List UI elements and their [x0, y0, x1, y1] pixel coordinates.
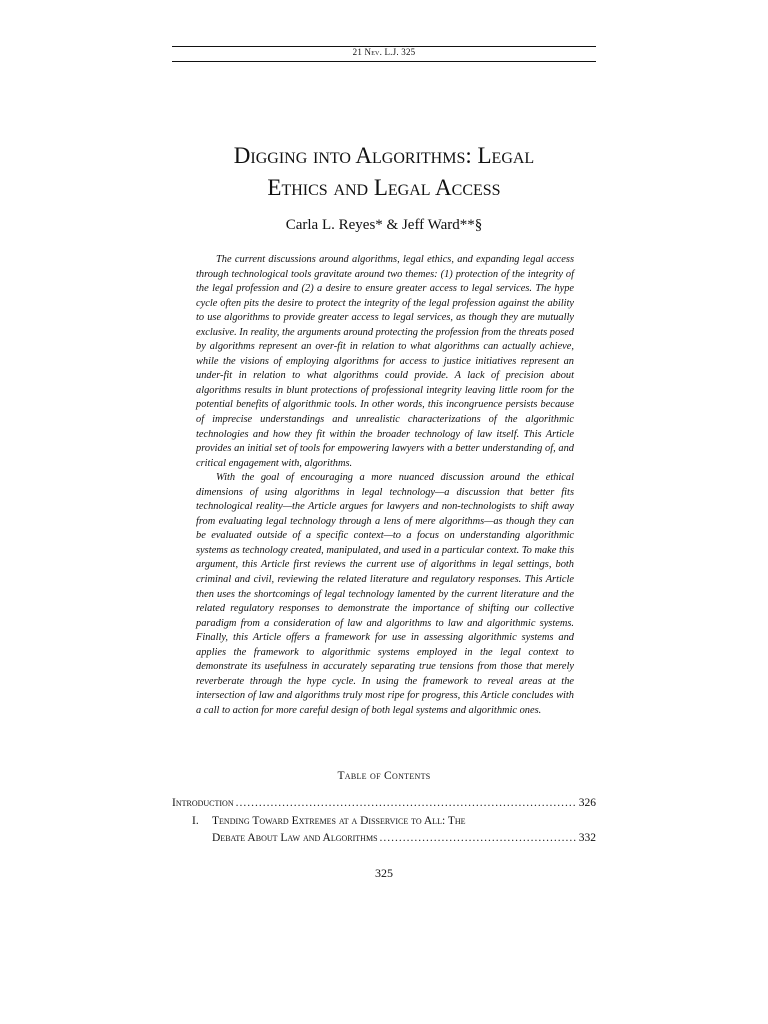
toc-entry-section-1[interactable]	[192, 813, 596, 830]
running-head: 21 Nev. L.J. 325	[352, 47, 416, 57]
toc-entry-label: Introduction	[172, 797, 234, 809]
toc-leader-dots	[380, 830, 577, 847]
article-title	[172, 140, 596, 204]
toc-entry-label-line-1: Tending Toward Extremes at a Disservice to All: The	[212, 815, 466, 827]
toc-heading: Table of Contents	[337, 770, 431, 782]
abstract	[196, 253, 574, 719]
toc-section-number: I.	[192, 815, 199, 827]
page-number: 325	[375, 866, 393, 880]
toc-entry-page: 332	[578, 832, 596, 844]
title-line-1: Digging into Algorithms: Legal	[233, 143, 535, 168]
toc-entry-introduction[interactable]	[172, 795, 596, 812]
authors: Carla L. Reyes* & Jeff Ward**§	[285, 217, 483, 233]
abstract-paragraph-2: With the goal of encouraging a more nuanced discussion around the ethical dimensions of using algorithms in legal technology—a discussion that better fits technological reality—the Article argues for lawyers and non-technologists to shift away from evaluating legal technology through a lens of mere algorithms—as though they can be evaluated outside of a specific context—to a focus on understanding algorithmic systems as technology created, manipulated, and used in a particular context. To make this argument, this Article first reviews the current use of algorithms in legal settings, both criminal and civil, reviewing the related literature and regulatory responses. This Article then uses the shortcomings of legal technology lamented by the current literature and the related regulatory responses to demonstrate the importance of shifting our collective paradigm from a consideration of law and algorithms to law and algorithmic systems. Finally, this Article offers a framework for use in assessing algorithmic systems and applies the framework to algorithmic systems employed in the legal context to demonstrate its usefulness in accurately separating true tensions from those that merely reverberate through the hype cycle. In using the framework to reveal areas at the intersection of law and algorithms truly most ripe for progress, this Article concludes with a call to action for more careful design of both legal systems and algorithmic ones.	[196, 472, 574, 716]
toc-entry-label-line-2: Debate About Law and Algorithms	[212, 832, 378, 844]
header-rule-bottom	[172, 61, 596, 62]
title-line-2: Ethics and Legal Access	[267, 175, 501, 200]
abstract-paragraph-1: The current discussions around algorithms, legal ethics, and expanding legal access through technological tools gravitate around two themes: (1) protection of the integrity of the legal profession and (2) a desire to ensure greater access to legal services. The hype cycle often pits the desire to protect the integrity of the legal profession against the ability to use algorithms to provide greater access to legal services, as though they are mutually exclusive. In reality, the arguments around protecting the profession from the threats posed by algorithms represent an over-fit in relation to what algorithms can actually achieve, while the visions of employing algorithms for access to justice initiatives represent an under-fit in relation to what algorithms could provide. A lack of precision about algorithms results in blunt protections of professional integrity leaving little room for the potential benefits of algorithmic tools. In other words, this incongruence persists because of imprecise understandings and unrealistic characterizations of the algorithmic technologies and how they fit within the broader technology of law itself. This Article provides an initial set of tools for empowering lawyers with a better understanding of, and critical engagement with, algorithms.	[196, 254, 574, 469]
toc-leader-dots	[236, 795, 577, 812]
toc-entry-page: 326	[578, 797, 596, 809]
toc-entry-section-1-continued[interactable]	[212, 830, 596, 847]
